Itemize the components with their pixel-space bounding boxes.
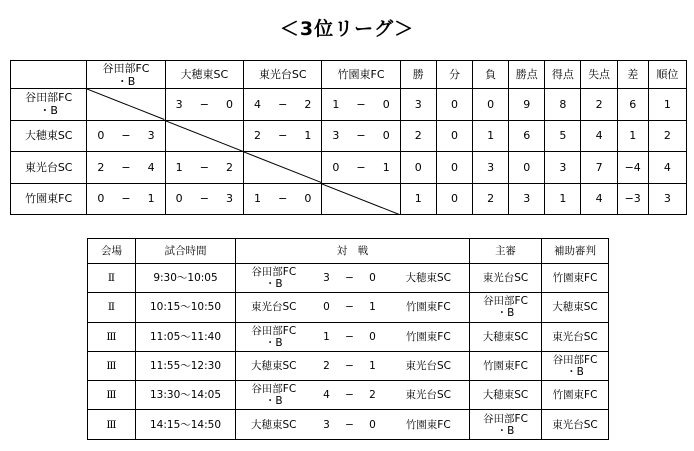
score-dash: −: [199, 160, 209, 174]
goals-for: 2: [97, 160, 105, 174]
time-cell: 10:15〜10:50: [136, 293, 236, 322]
goals-against: 1: [382, 160, 390, 174]
league-stat-cell: 3: [545, 152, 581, 184]
score1-cell: 1: [312, 322, 342, 351]
league-header-cell: 順位: [648, 61, 686, 89]
score-dash: −: [342, 381, 358, 410]
league-header-cell: 大穂東SC: [165, 61, 243, 89]
diagonal-line: [244, 152, 321, 183]
goals-against: 2: [226, 160, 234, 174]
league-result-cell: [165, 152, 243, 184]
score-dash: −: [342, 410, 358, 439]
goals-for: 0: [97, 192, 105, 206]
referee-cell: 竹園東FC: [470, 351, 542, 380]
league-stat-cell: 7: [581, 152, 617, 184]
league-stat-cell: 8: [545, 89, 581, 121]
schedule-row: [88, 264, 609, 293]
team2-cell: 竹園東FC: [388, 293, 470, 322]
league-row: [11, 120, 687, 152]
diagonal-line: [322, 184, 399, 215]
league-header-cell: 東光台SC: [244, 61, 322, 89]
league-result-cell: [165, 89, 243, 121]
league-table: [10, 60, 687, 215]
goals-against: 3: [147, 129, 155, 143]
score-dash: −: [199, 192, 209, 206]
team1-cell: 大穂東SC: [236, 351, 312, 380]
league-header-cell: 分: [436, 61, 472, 89]
league-stat-cell: 1: [617, 120, 648, 152]
team2-cell: 東光台SC: [388, 351, 470, 380]
team1-cell: 谷田部FC ・B: [236, 381, 312, 410]
team1-cell: 谷田部FC ・B: [236, 322, 312, 351]
team1-cell: 大穂東SC: [236, 410, 312, 439]
score-dash: −: [121, 129, 131, 143]
league-stat-cell: 3: [473, 152, 509, 184]
score2-cell: 2: [358, 381, 388, 410]
score-dash: −: [342, 264, 358, 293]
goals-against: 4: [147, 160, 155, 174]
league-row: [11, 89, 687, 121]
assistant-cell: 大穂東SC: [542, 293, 609, 322]
schedule-table: [87, 238, 609, 440]
time-cell: 14:15〜14:50: [136, 410, 236, 439]
schedule-row: [88, 410, 609, 439]
league-header-cell: 竹園東FC: [322, 61, 400, 89]
league-stat-cell: 0: [436, 89, 472, 121]
goals-against: 0: [226, 97, 234, 111]
referee-cell: 大穂東SC: [470, 381, 542, 410]
referee-cell: 谷田部FC ・B: [470, 293, 542, 322]
time-cell: 13:30〜14:05: [136, 381, 236, 410]
league-stat-cell: 0: [436, 120, 472, 152]
league-result-cell: [244, 89, 322, 121]
league-result-cell: [87, 120, 165, 152]
venue-cell: Ⅱ: [88, 293, 136, 322]
time-cell: 11:55〜12:30: [136, 351, 236, 380]
score1-cell: 3: [312, 264, 342, 293]
league-stat-cell: 0: [509, 152, 545, 184]
league-header-cell: 失点: [581, 61, 617, 89]
league-header-cell: 差: [617, 61, 648, 89]
referee-cell: 東光台SC: [470, 264, 542, 293]
goals-for: 3: [332, 129, 340, 143]
league-stat-cell: −4: [617, 152, 648, 184]
league-stat-cell: 2: [473, 183, 509, 215]
score1-cell: 0: [312, 293, 342, 322]
league-stat-cell: 5: [545, 120, 581, 152]
goals-for: 1: [254, 192, 262, 206]
team2-cell: 大穂東SC: [388, 264, 470, 293]
league-self-cell: [165, 120, 243, 152]
league-row: [11, 183, 687, 215]
time-header: 試合時間: [136, 239, 236, 264]
league-stat-cell: 6: [509, 120, 545, 152]
score-dash: −: [278, 97, 288, 111]
league-stat-cell: 3: [648, 183, 686, 215]
diagonal-line: [87, 89, 164, 120]
score-dash: −: [278, 192, 288, 206]
league-team-name: 東光台SC: [11, 152, 87, 184]
referee-header: 主審: [470, 239, 542, 264]
league-self-cell: [244, 152, 322, 184]
league-stat-cell: 2: [581, 89, 617, 121]
venue-header: 会場: [88, 239, 136, 264]
league-result-cell: [322, 120, 400, 152]
league-stat-cell: 0: [436, 152, 472, 184]
league-stat-cell: 2: [648, 120, 686, 152]
goals-against: 0: [382, 97, 390, 111]
score-dash: −: [342, 293, 358, 322]
goals-for: 0: [332, 160, 340, 174]
league-stat-cell: 6: [617, 89, 648, 121]
league-result-cell: [165, 183, 243, 215]
league-header-cell: 谷田部FC ・B: [87, 61, 165, 89]
team1-cell: 谷田部FC ・B: [236, 264, 312, 293]
league-header-cell: 負: [473, 61, 509, 89]
assistant-cell: 竹園東FC: [542, 381, 609, 410]
score-dash: −: [121, 192, 131, 206]
league-header-cell: 得点: [545, 61, 581, 89]
league-header-cell: 勝点: [509, 61, 545, 89]
time-cell: 9:30〜10:05: [136, 264, 236, 293]
team2-cell: 竹園東FC: [388, 322, 470, 351]
league-stat-cell: 1: [473, 120, 509, 152]
league-stat-cell: 3: [400, 89, 436, 121]
goals-for: 2: [254, 129, 262, 143]
score1-cell: 3: [312, 410, 342, 439]
referee-cell: 谷田部FC ・B: [470, 410, 542, 439]
league-stat-cell: 0: [400, 152, 436, 184]
league-team-name: 大穂東SC: [11, 120, 87, 152]
schedule-header-row: [88, 239, 609, 264]
schedule-row: [88, 381, 609, 410]
league-row: [11, 152, 687, 184]
score-dash: −: [356, 160, 366, 174]
league-stat-cell: 4: [648, 152, 686, 184]
score-dash: −: [356, 97, 366, 111]
league-team-name: 谷田部FC ・B: [11, 89, 87, 121]
league-stat-cell: 3: [509, 183, 545, 215]
league-stat-cell: −3: [617, 183, 648, 215]
team2-cell: 竹園東FC: [388, 410, 470, 439]
venue-cell: Ⅲ: [88, 410, 136, 439]
goals-against: 0: [304, 192, 312, 206]
match-header: 対 戦: [236, 239, 470, 264]
schedule-row: [88, 351, 609, 380]
assistant-cell: 竹園東FC: [542, 264, 609, 293]
league-result-cell: [244, 183, 322, 215]
league-stat-cell: 2: [400, 120, 436, 152]
league-result-cell: [87, 152, 165, 184]
score-dash: −: [199, 97, 209, 111]
league-result-cell: [322, 89, 400, 121]
goals-for: 3: [175, 97, 183, 111]
goals-for: 1: [332, 97, 340, 111]
league-result-cell: [322, 152, 400, 184]
assistant-cell: 東光台SC: [542, 322, 609, 351]
league-stat-cell: 4: [581, 183, 617, 215]
league-stat-cell: 9: [509, 89, 545, 121]
venue-cell: Ⅲ: [88, 351, 136, 380]
goals-against: 0: [382, 129, 390, 143]
score2-cell: 0: [358, 264, 388, 293]
venue-cell: Ⅲ: [88, 381, 136, 410]
score2-cell: 0: [358, 322, 388, 351]
schedule-row: [88, 293, 609, 322]
score2-cell: 0: [358, 410, 388, 439]
league-result-cell: [87, 183, 165, 215]
score2-cell: 1: [358, 293, 388, 322]
diagonal-line: [166, 121, 243, 152]
goals-against: 1: [147, 192, 155, 206]
venue-cell: Ⅲ: [88, 322, 136, 351]
assistant-cell: 東光台SC: [542, 410, 609, 439]
referee-cell: 大穂東SC: [470, 322, 542, 351]
league-result-cell: [244, 120, 322, 152]
league-header-cell: 勝: [400, 61, 436, 89]
score2-cell: 1: [358, 351, 388, 380]
goals-for: 4: [254, 97, 262, 111]
league-stat-cell: 1: [545, 183, 581, 215]
assistant-cell: 谷田部FC ・B: [542, 351, 609, 380]
goals-for: 0: [97, 129, 105, 143]
league-corner-cell: [11, 61, 87, 89]
team1-cell: 東光台SC: [236, 293, 312, 322]
team2-cell: 東光台SC: [388, 381, 470, 410]
goals-against: 1: [304, 129, 312, 143]
assistant-header: 補助審判: [542, 239, 609, 264]
schedule-row: [88, 322, 609, 351]
score-dash: −: [356, 129, 366, 143]
venue-cell: Ⅱ: [88, 264, 136, 293]
score-dash: −: [342, 351, 358, 380]
league-stat-cell: 1: [648, 89, 686, 121]
league-stat-cell: 1: [400, 183, 436, 215]
league-header-row: [11, 61, 687, 89]
league-stat-cell: 4: [581, 120, 617, 152]
score1-cell: 4: [312, 381, 342, 410]
score-dash: −: [278, 129, 288, 143]
score-dash: −: [121, 160, 131, 174]
league-stat-cell: 0: [436, 183, 472, 215]
goals-against: 3: [226, 192, 234, 206]
goals-for: 0: [175, 192, 183, 206]
goals-against: 2: [304, 97, 312, 111]
score1-cell: 2: [312, 351, 342, 380]
goals-for: 1: [175, 160, 183, 174]
league-stat-cell: 0: [473, 89, 509, 121]
score-dash: −: [342, 322, 358, 351]
league-team-name: 竹園東FC: [11, 183, 87, 215]
page-title: ＜3位リーグ＞: [279, 18, 415, 40]
time-cell: 11:05〜11:40: [136, 322, 236, 351]
league-self-cell: [87, 89, 165, 121]
league-self-cell: [322, 183, 400, 215]
